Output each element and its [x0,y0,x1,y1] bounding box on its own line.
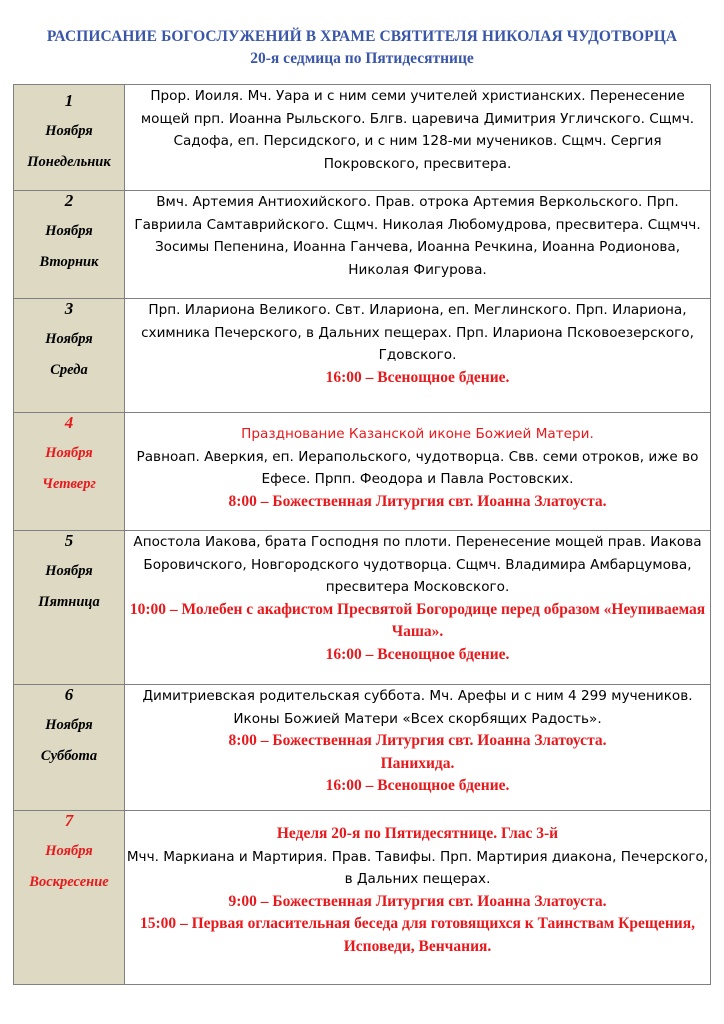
day-weekday: Суббота [40,748,98,764]
service-time: 9:00 – Божественная Литургия свт. Иоанна Златоуста. [228,892,607,910]
day-cell [14,811,125,985]
day-number: 1 [64,91,74,110]
day-month: Ноября [45,223,93,239]
service-time: 16:00 – Всенощное бдение. [325,777,510,795]
table-row-day-2 [14,191,711,299]
schedule-title: РАСПИСАНИЕ БОГОСЛУЖЕНИЙ В ХРАМЕ СВЯТИТЕЛЯ НИКОЛАЯ ЧУДОТВОРЦА [46,28,678,45]
table-row-day-7 [14,811,711,985]
day-services [125,191,711,299]
service-time: 16:00 – Всенощное бдение. [325,645,510,663]
saints-text: Вмч. Артемия Антиохийского. Прав. отрока Артемия Веркольского. Прп. Гавриила Самтаврийского. Сщмч. Николая Любомудрова, пресвитера. Сщмчч. Зосимы Пепенина, Иоанна Ганчева, Иоанна Речкина, Иоанна Родионова, Николая Фигурова. [134,194,701,278]
day-cell [14,685,125,811]
day-services [125,531,711,685]
table-row-day-5 [14,531,711,685]
day-cell [14,85,125,191]
sunday-title: Неделя 20-я по Пятидесятнице. Глас 3-й [276,825,559,842]
service-time: 8:00 – Божественная Литургия свт. Иоанна Златоуста. [228,492,607,510]
day-services [125,413,711,531]
day-cell [14,191,125,299]
day-services [125,299,711,413]
service-time: Панихида. [380,754,455,772]
day-cell [14,299,125,413]
day-number: 7 [64,811,74,830]
day-month: Ноября [45,717,93,733]
day-month: Ноября [45,843,93,859]
day-number: 3 [64,299,74,318]
day-month: Ноября [45,563,93,579]
service-time: 10:00 – Молебен с акафистом Пресвятой Богородице перед образом «Неупиваемая Чаша». [129,600,706,641]
saints-text: Апостола Иакова, брата Господня по плоти. Перенесение мощей прав. Иакова Боровичского, Новгородского чудотворца. Сщмч. Владимира Амбарцумова, пресвитера Московского. [133,534,702,596]
day-weekday: Четверг [42,476,96,492]
day-services [125,811,711,985]
saints-text: Прп. Илариона Великого. Свт. Илариона, еп. Меглинского. Прп. Илариона, схимника Печерского, в Дальних пещерах. Прп. Илариона Псковоезерского, Гдовского. [141,302,694,364]
schedule-table [13,84,711,985]
day-services [125,85,711,191]
day-cell [14,531,125,685]
day-number: 4 [64,413,74,432]
service-time: 15:00 – Первая огласительная беседа для готовящихся к Таинствам Крещения, Исповеди, Венчания. [139,915,696,955]
saints-text: Димитриевская родительская суббота. Мч. Арефы и с ним 4 299 мучеников. Иконы Божией Матери «Всех скорбящих Радость». [142,688,693,727]
saints-text: Мчч. Маркиана и Мартирия. Прав. Тавифы. Прп. Мартирия диакона, Печерского, в Дальних пещерах. [126,848,709,888]
day-cell [14,413,125,531]
service-time: 8:00 – Божественная Литургия свт. Иоанна Златоуста. [228,732,607,750]
day-weekday: Воскресение [29,874,109,890]
day-month: Ноября [45,331,93,347]
table-row-day-1 [14,85,711,191]
day-number: 5 [64,531,74,550]
day-month: Ноября [45,445,93,461]
day-month: Ноября [45,123,93,139]
feast-title: Празднование Казанской иконе Божией Матери. [241,426,594,442]
saints-text: Равноап. Аверкия, еп. Иерапольского, чудотворца. Свв. семи отроков, иже во Ефесе. Прпп. Феодора и Павла Ростовских. [136,448,699,488]
table-row-day-6 [14,685,711,811]
day-weekday: Пятница [38,594,100,610]
day-weekday: Понедельник [27,154,111,170]
table-row-day-3 [14,299,711,413]
saints-text: Прор. Иоиля. Мч. Уара и с ним семи учителей христианских. Перенесение мощей прп. Иоанна Рыльского. Блгв. царевича Димитрия Угличского. Сщмч. Садофа, еп. Персидского, и с ним 128-ми мучеников. Сщмч. Сергия Покровского, пресвитера. [140,88,695,172]
day-number: 6 [64,685,74,704]
day-services [125,685,711,811]
day-number: 2 [64,191,74,210]
schedule-subtitle: 20-я седмица по Пятидесятнице [250,50,474,67]
service-time: 16:00 – Всенощное бдение. [325,368,510,386]
day-weekday: Вторник [39,254,99,270]
table-row-day-4 [14,413,711,531]
day-weekday: Среда [50,362,88,378]
